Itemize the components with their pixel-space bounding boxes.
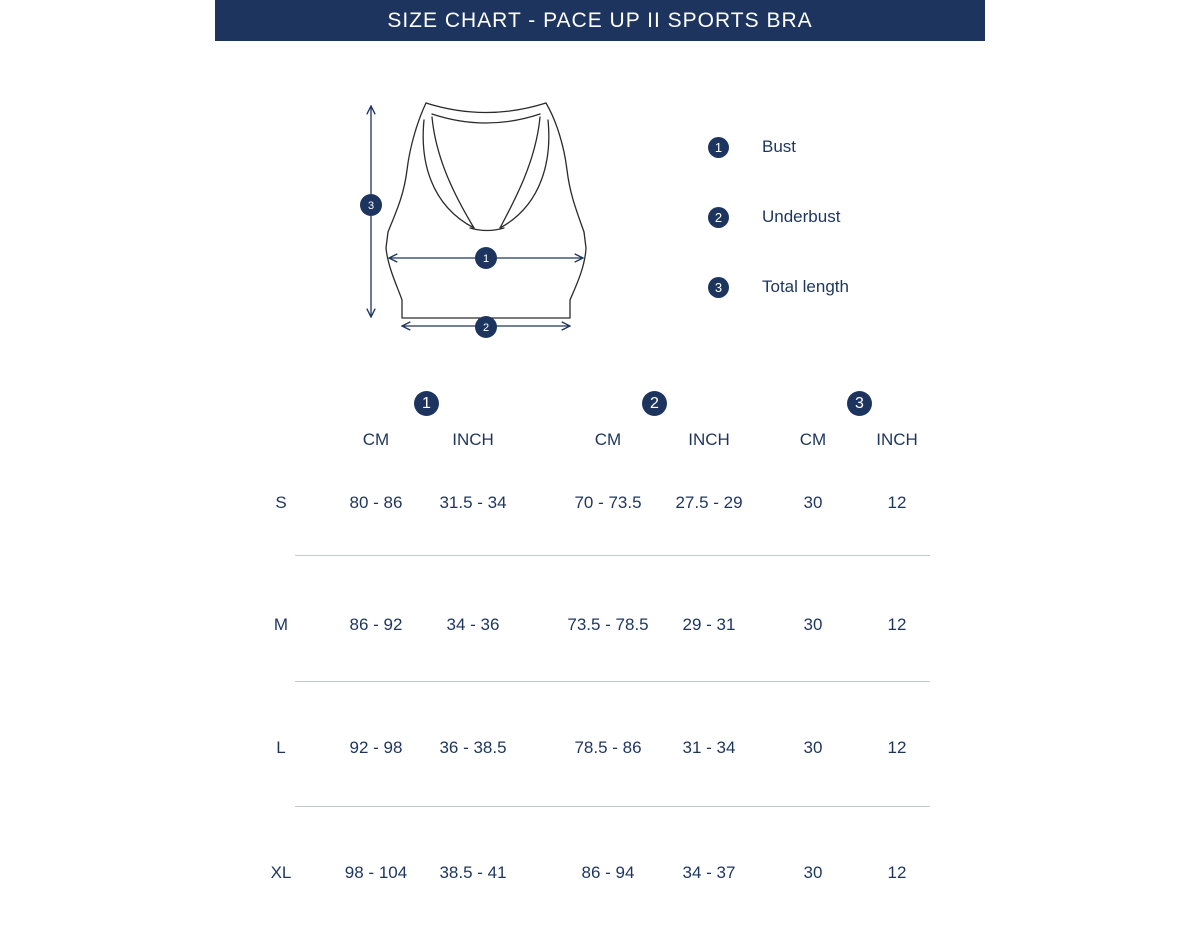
unit-header: INCH — [876, 430, 918, 449]
table-cell: 31.5 - 34 — [439, 493, 507, 512]
legend-badge: 1 — [708, 137, 729, 158]
svg-text:3: 3 — [367, 200, 375, 212]
unit-header: INCH — [452, 430, 494, 449]
unit-header: CM — [799, 430, 827, 449]
diagram-marker-2 — [475, 316, 497, 338]
page-title: SIZE CHART - PACE UP II SPORTS BRA — [215, 0, 985, 41]
size-label: S — [275, 493, 287, 512]
svg-text:1: 1 — [482, 253, 490, 265]
legend-badge: 3 — [708, 277, 729, 298]
unit-header: INCH — [688, 430, 730, 449]
sports-bra-outline-icon — [0, 0, 1200, 360]
legend-label: Total length — [762, 277, 849, 296]
table-cell: 31 - 34 — [682, 738, 736, 757]
row-divider — [295, 681, 930, 682]
table-cell: 34 - 37 — [682, 863, 736, 882]
table-cell: 12 — [887, 863, 907, 882]
table-cell: 30 — [803, 615, 823, 634]
diagram-marker-3 — [360, 194, 382, 216]
table-cell: 36 - 38.5 — [439, 738, 507, 757]
unit-header: CM — [362, 430, 390, 449]
unit-header: CM — [594, 430, 622, 449]
svg-text:2: 2 — [482, 322, 490, 334]
row-divider — [295, 555, 930, 556]
legend-item-underbust — [708, 206, 841, 228]
table-cell: 86 - 92 — [349, 615, 403, 634]
table-cell: 70 - 73.5 — [574, 493, 642, 512]
table-cell: 98 - 104 — [344, 863, 408, 882]
table-cell: 12 — [887, 615, 907, 634]
table-cell: 30 — [803, 738, 823, 757]
table-cell: 86 - 94 — [581, 863, 635, 882]
table-cell: 29 - 31 — [682, 615, 736, 634]
table-cell: 92 - 98 — [349, 738, 403, 757]
legend-label: Bust — [762, 137, 797, 156]
legend-badge: 2 — [708, 207, 729, 228]
legend-item-bust — [708, 136, 797, 158]
table-cell: 30 — [803, 493, 823, 512]
column-group-badge-1: 1 — [414, 391, 439, 416]
column-group-badge-3: 3 — [847, 391, 872, 416]
table-cell: 12 — [887, 738, 907, 757]
table-cell: 73.5 - 78.5 — [567, 615, 649, 634]
table-cell: 78.5 - 86 — [574, 738, 642, 757]
table-cell: 34 - 36 — [446, 615, 500, 634]
size-label: M — [273, 615, 289, 634]
legend-item-total-length — [708, 276, 849, 298]
size-label: L — [276, 738, 286, 757]
legend-label: Underbust — [762, 207, 841, 226]
column-group-badge-2: 2 — [642, 391, 667, 416]
size-label: XL — [270, 863, 292, 882]
row-divider — [295, 806, 930, 807]
diagram-marker-1 — [475, 247, 497, 269]
table-cell: 27.5 - 29 — [675, 493, 743, 512]
table-cell: 12 — [887, 493, 907, 512]
table-cell: 30 — [803, 863, 823, 882]
table-cell: 80 - 86 — [349, 493, 403, 512]
table-cell: 38.5 - 41 — [439, 863, 507, 882]
